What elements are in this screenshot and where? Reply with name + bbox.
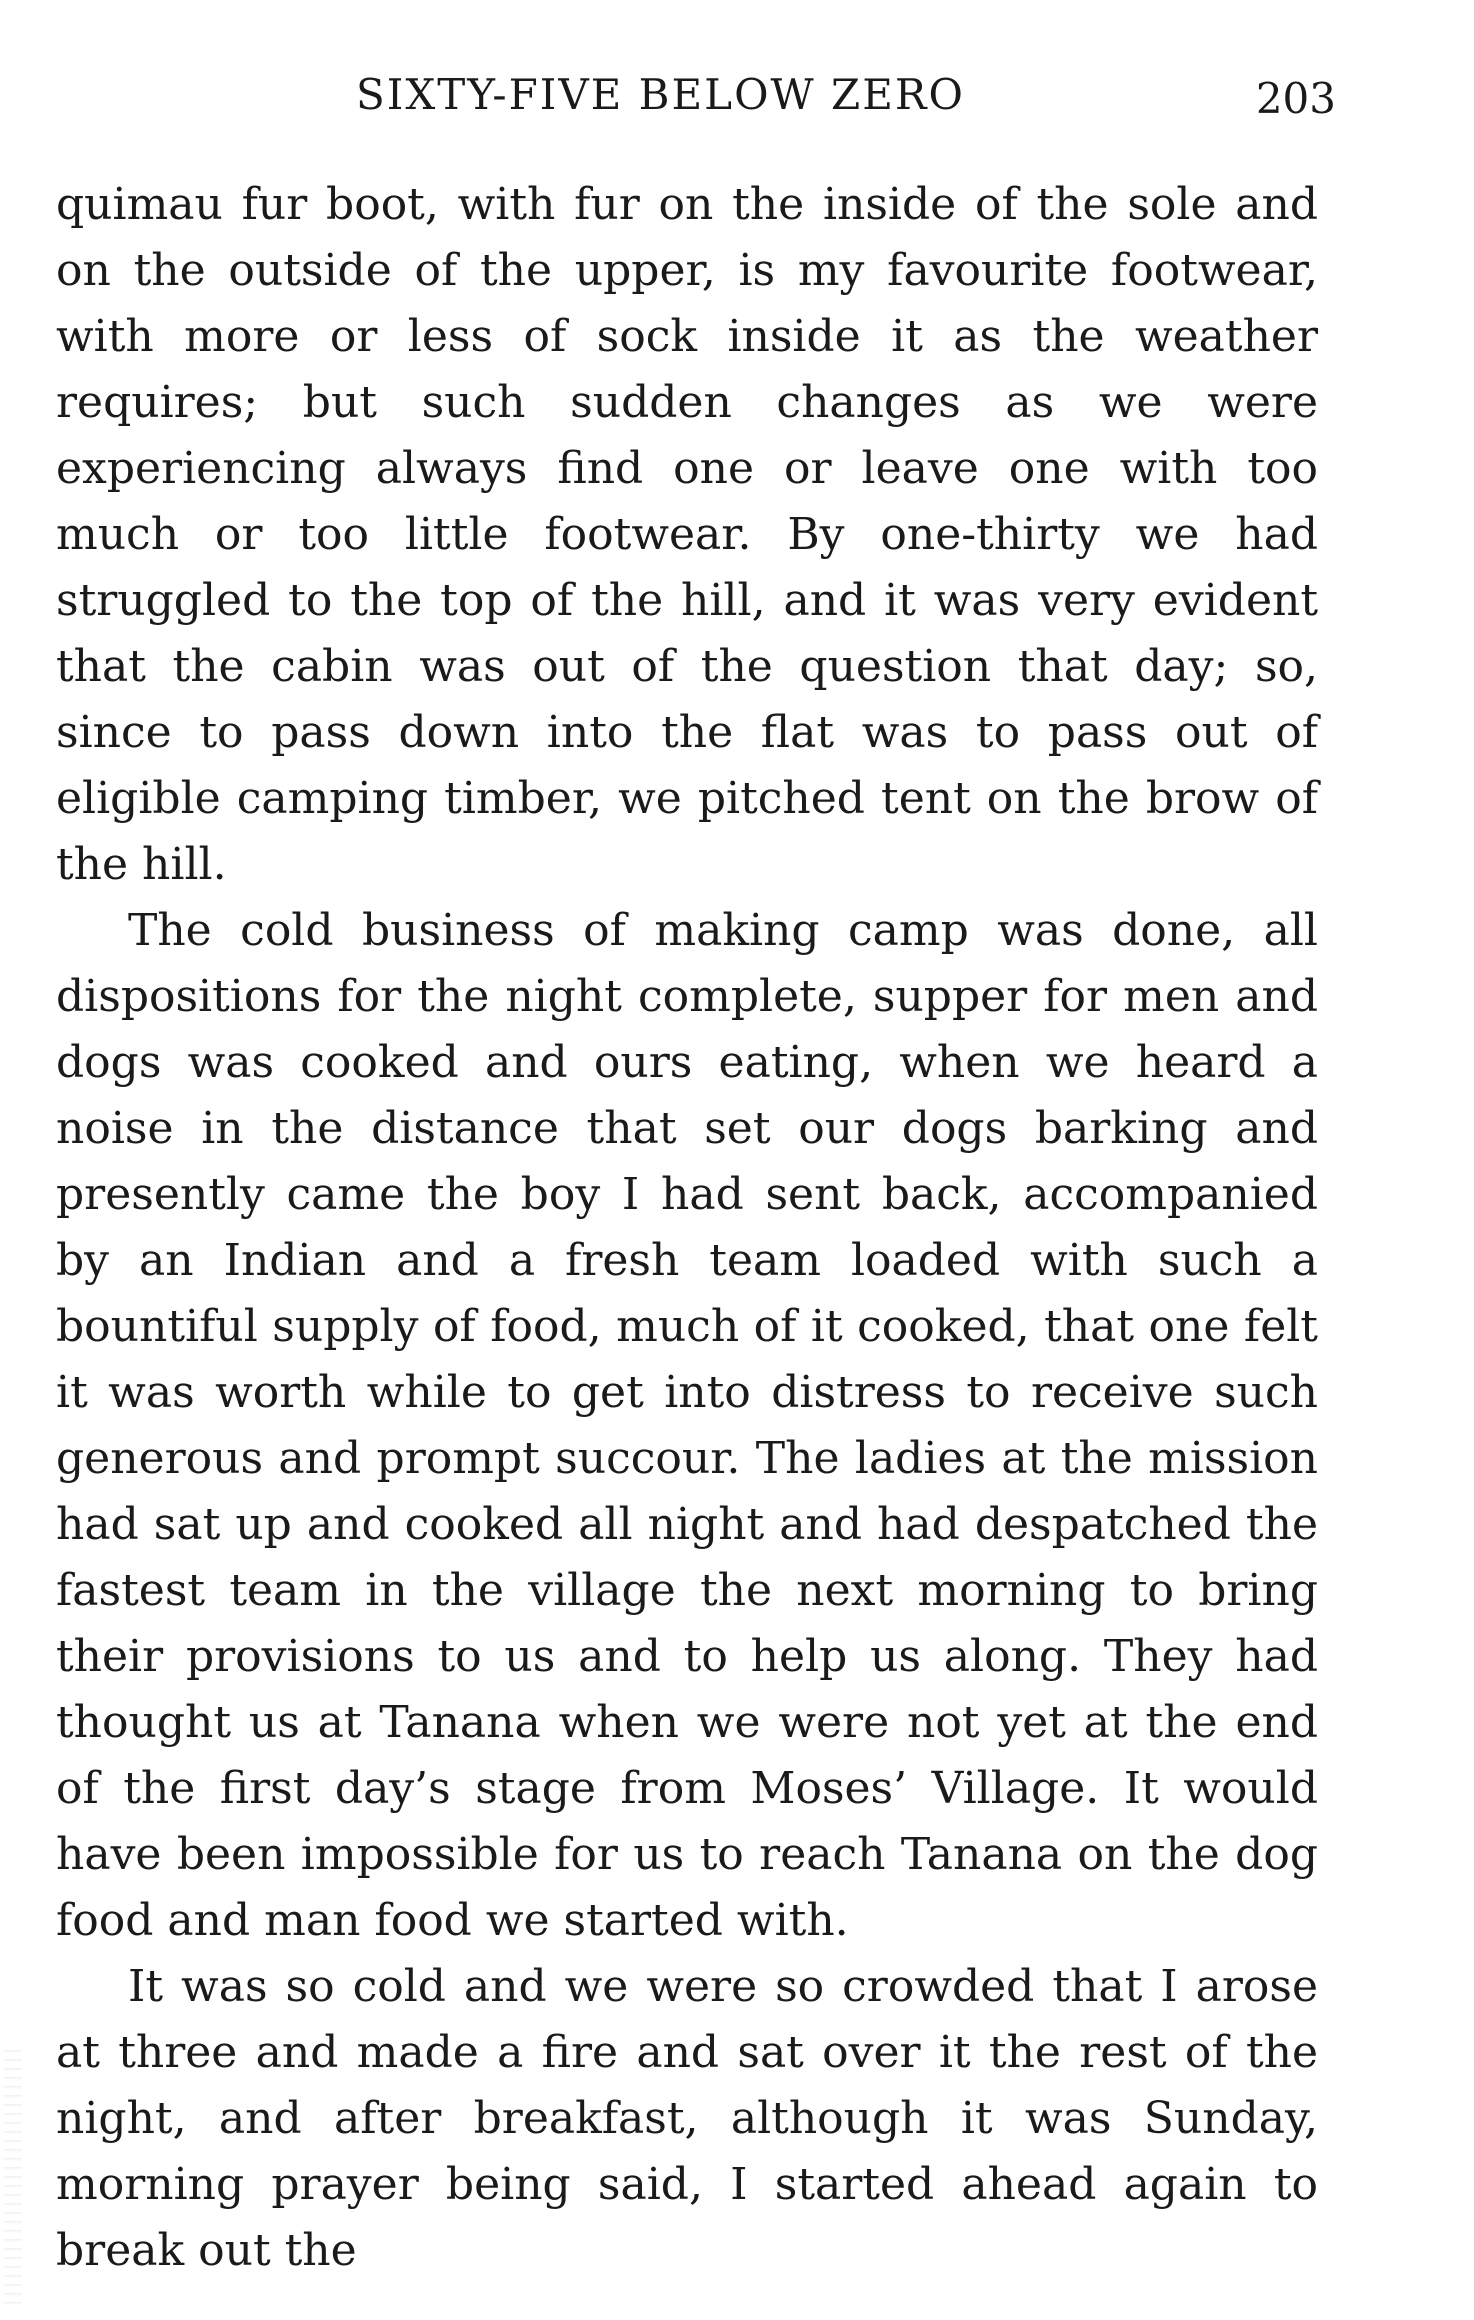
paragraph: It was so cold and we were so crowded that I arose at three and made a fire and sat over it the rest of the night, and after breakfast, although it was Sunday, morning prayer being said, I started ahead again to break out the [56,1961,1318,2276]
running-title: SIXTY-FIVE BELOW ZERO [356,70,965,119]
paragraph-continued: quimau fur boot, with fur on the inside of the sole and on the outside of the upper, is my favourite footwear, with more or less of sock inside it as the weather requires; but such sudden changes as we were experiencing always find one or leave one with too much or too little footwear. By one-thirty we had struggled to the top of the hill, and it was very evident that the cabin was out of the question that day; so, since to pass down into the flat was to pass out of eligible camping timber, we pitched tent on the brow of the hill. [56,179,1318,890]
body-text [56,172,1318,2284]
paragraph: The cold business of making camp was done, all dispositions for the night complete, supper for men and dogs was cooked and ours eating, when we heard a noise in the distance that set our dogs barking and presently came the boy I had sent back, accompanied by an Indian and a fresh team loaded with such a bountiful supply of food, much of it cooked, that one felt it was worth while to get into distress to receive such generous and prompt succour. The ladies at the mission had sat up and cooked all night and had despatched the fastest team in the village the next morning to bring their provisions to us and to help us along. They had thought us at Tanana when we were not yet at the end of the first day’s stage from Moses’ Village. It would have been impossible for us to reach Tanana on the dog food and man food we started with. [56,905,1318,1946]
page-number: 203 [1255,74,1336,123]
page-edge-speckle [4,2050,22,2310]
running-head [56,70,1336,130]
